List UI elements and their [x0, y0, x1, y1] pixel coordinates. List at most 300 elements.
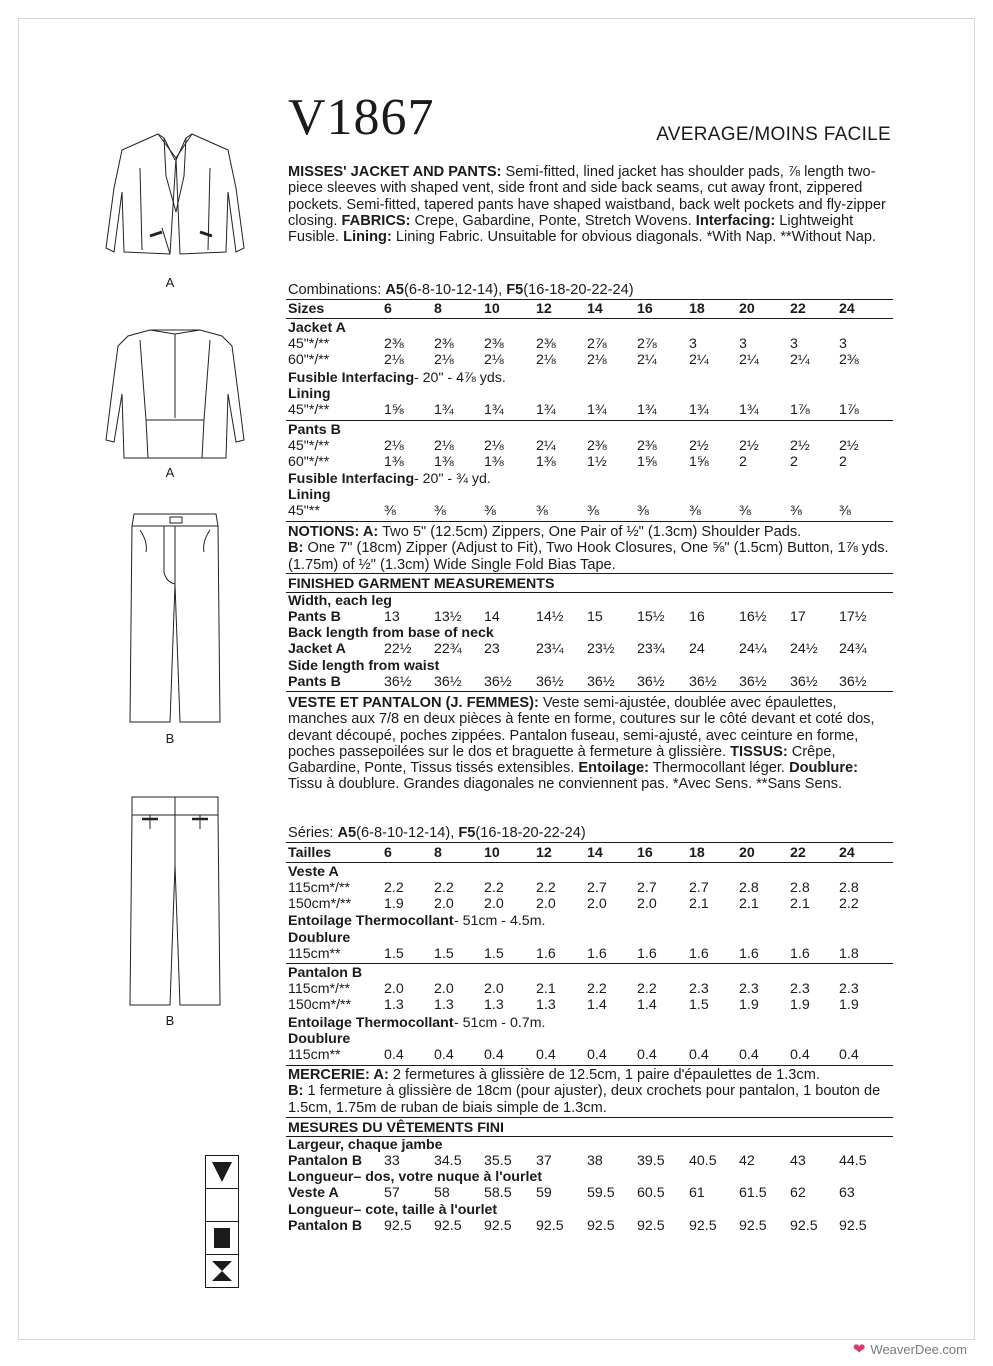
table-cell: 18 [689, 845, 705, 861]
table-cell: 2¼ [739, 352, 759, 368]
pants-60-row [288, 454, 893, 470]
table-cell: 0.4 [384, 1047, 404, 1063]
pants-60-row-label: 60"*/** [288, 454, 330, 470]
table-cell: 36½ [484, 674, 512, 690]
jacket-front-sketch [100, 128, 250, 268]
table-cell: 2.1 [536, 981, 556, 997]
table-cell: 1.9 [384, 896, 404, 912]
table-cell: 1.9 [739, 997, 759, 1013]
mercerie-b: 1 fermeture à glissière de 18cm (pour ajuster), deux crochets pour pantalon, 1 bouton de 1.5cm, 1.75m de ruban de biais simple de 1.3cm. [288, 1083, 881, 1116]
table-cell: 1.6 [739, 946, 759, 962]
table-cell: ⅜ [536, 503, 548, 519]
table-cell: 0.4 [689, 1047, 709, 1063]
table-cell: 2.8 [790, 880, 810, 896]
table-cell: 2.3 [689, 981, 709, 997]
table-cell: 16½ [739, 609, 767, 625]
table-cell: 37 [536, 1153, 552, 1169]
table-cell: 2.2 [536, 880, 556, 896]
table-cell: 3 [790, 336, 798, 352]
table-cell: 1¾ [637, 402, 657, 418]
table-cell: 12 [536, 845, 552, 861]
table-cell: 36½ [434, 674, 462, 690]
veste-heading-label: Veste A [288, 864, 339, 880]
table-cell: 2.2 [384, 880, 404, 896]
back-row-label: Jacket A [288, 641, 346, 657]
table-cell: 0.4 [839, 1047, 859, 1063]
table-cell: 33 [384, 1153, 400, 1169]
divider [286, 318, 893, 319]
table-cell: 1⅜ [536, 454, 556, 470]
table-cell: 8 [434, 301, 442, 317]
longueur-dos-row-label: Veste A [288, 1185, 339, 1201]
watermark [853, 1340, 967, 1358]
table-cell: 1¾ [536, 402, 556, 418]
table-cell: 2⅜ [384, 336, 404, 352]
table-cell: 2¼ [689, 352, 709, 368]
view-label-b-back: B [165, 1013, 175, 1028]
table-cell: 14½ [536, 609, 564, 625]
table-cell: 2.3 [839, 981, 859, 997]
notions-en [288, 524, 893, 573]
jacket-fusible-row [288, 370, 893, 386]
pantalon-doublure-row-label: 115cm** [288, 1047, 341, 1063]
table-cell: 13 [384, 609, 400, 625]
table-cell: 12 [536, 301, 552, 317]
veste-doublure-heading-label: Doublure [288, 930, 351, 946]
longueur-dos-row [288, 1185, 893, 1201]
tissus-text: Crêpe, Gabardine, Ponte, Tissus tissés extensibles. [288, 743, 836, 777]
watermark-text: WeaverDee.com [870, 1341, 967, 1357]
table-cell: 2½ [790, 438, 810, 454]
table-cell: 0.4 [484, 1047, 504, 1063]
table-cell: 6 [384, 301, 392, 317]
table-cell: 2⅜ [637, 438, 657, 454]
table-cell: 1.6 [790, 946, 810, 962]
divider [286, 573, 893, 574]
table-cell: 2⅛ [384, 352, 404, 368]
table-cell: ⅜ [587, 503, 599, 519]
table-cell: 92.5 [739, 1218, 767, 1234]
pants-fusible-row-label: Fusible Interfacing [288, 471, 415, 487]
pantalon-115-row-label: 115cm*/** [288, 981, 351, 997]
veste-doublure-row-label: 115cm** [288, 946, 341, 962]
table-cell: 0.4 [434, 1047, 454, 1063]
veste-heading [288, 864, 893, 880]
table-cell: 44.5 [839, 1153, 867, 1169]
table-cell: 59.5 [587, 1185, 615, 1201]
pantalon-entoilage-row-suffix: - 51cm - 0.7m. [454, 1015, 546, 1031]
triangle-down-icon [205, 1155, 239, 1189]
table-cell: 36½ [839, 674, 867, 690]
largeur-row [288, 1153, 893, 1169]
table-cell: 2.1 [689, 896, 709, 912]
table-cell: 36½ [384, 674, 412, 690]
veste-115-row [288, 880, 893, 896]
table-cell: 2.7 [587, 880, 607, 896]
jacket-lining-45-row-label: 45"*/** [288, 402, 330, 418]
fabrics-text: Crepe, Gabardine, Ponte, Stretch Wovens. [414, 212, 692, 229]
table-cell: 3 [689, 336, 697, 352]
table-cell: 22½ [384, 641, 412, 657]
table-cell: 1.5 [484, 946, 504, 962]
table-cell: 40.5 [689, 1153, 717, 1169]
doublure-text: Tissu à doublure. Grandes diagonales ne conviennent pas. *Avec Sens. **Sans Sens. [288, 776, 843, 793]
table-cell: 36½ [790, 674, 818, 690]
table-cell: 2¼ [790, 352, 810, 368]
width-heading-label: Width, each leg [288, 593, 392, 609]
doublure-label: Doublure: [789, 760, 858, 777]
heart-icon: ❤ [852, 1341, 866, 1358]
table-cell: 2.7 [637, 880, 657, 896]
table-cell: 1.5 [689, 997, 709, 1013]
combinations-fr [288, 825, 586, 841]
entoilage-text: Thermocollant léger. [652, 760, 785, 777]
series-a: A5 [337, 825, 357, 841]
table-cell: 14 [484, 609, 500, 625]
table-cell: 36½ [689, 674, 717, 690]
jacket-fusible-row-suffix: - 20" - 4⅞ yds. [414, 370, 506, 386]
mesures-title [288, 1120, 893, 1136]
table-cell: 92.5 [587, 1218, 615, 1234]
table-cell: 2.2 [839, 896, 859, 912]
table-cell: 3 [739, 336, 747, 352]
table-cell: 2⅜ [536, 336, 556, 352]
divider [286, 1117, 893, 1118]
pants-fusible-row-suffix: - 20" - ¾ yd. [414, 471, 491, 487]
table-cell: 24 [839, 301, 855, 317]
table-cell: 2.0 [587, 896, 607, 912]
table-cell: 1⅝ [637, 454, 657, 470]
table-cell: 57 [384, 1185, 400, 1201]
back-heading [288, 625, 893, 641]
table-cell: 1.4 [587, 997, 607, 1013]
table-cell: 2⅜ [484, 336, 504, 352]
description-en-text: Semi-fitted, lined jacket has shoulder pads, ⅞ length two-piece sleeves with shaped vent, side front and side back seams, cut away front, zippered pockets. Semi-fitted, tapered pants have shaped waistband, back welt pockets and fly-zipper closing. [288, 164, 886, 229]
table-cell: 24¾ [839, 641, 867, 657]
table-cell: 62 [790, 1185, 806, 1201]
table-cell: 2.2 [637, 981, 657, 997]
entoilage-label: Entoilage: [578, 760, 649, 777]
table-cell: 0.4 [637, 1047, 657, 1063]
veste-entoilage-row-label: Entoilage Thermocollant [288, 913, 454, 929]
table-cell: 1¾ [689, 402, 709, 418]
table-cell: 2.3 [790, 981, 810, 997]
side-heading-label: Side length from waist [288, 658, 440, 674]
jacket-heading [288, 320, 893, 336]
table-cell: 36½ [536, 674, 564, 690]
table-cell: 2½ [839, 438, 859, 454]
table-cell: 20 [739, 845, 755, 861]
interfacing-text: Lightweight Fusible. [288, 212, 854, 246]
table-cell: ⅜ [484, 503, 496, 519]
table-cell: 16 [689, 609, 705, 625]
jacket-heading-label: Jacket A [288, 320, 346, 336]
table-cell: 2½ [689, 438, 709, 454]
table-cell: 1.3 [536, 997, 556, 1013]
table-cell: 2.3 [739, 981, 759, 997]
table-cell: 2.7 [689, 880, 709, 896]
pants-lining-heading-label: Lining [288, 487, 331, 503]
table-cell: 36½ [587, 674, 615, 690]
table-cell: 2⅜ [434, 336, 454, 352]
jacket-fusible-row-label: Fusible Interfacing [288, 370, 415, 386]
table-cell: 2⅛ [384, 438, 404, 454]
description-en [288, 164, 893, 245]
table-cell: 2.0 [434, 896, 454, 912]
table-cell: 1.6 [637, 946, 657, 962]
table-cell: 2⅛ [484, 438, 504, 454]
table-cell: 39.5 [637, 1153, 665, 1169]
largeur-heading-label: Largeur, chaque jambe [288, 1137, 443, 1153]
width-row [288, 609, 893, 625]
table-cell: 1⅝ [689, 454, 709, 470]
table-cell: 2⅛ [434, 438, 454, 454]
veste-115-row-label: 115cm*/** [288, 880, 351, 896]
table-cell: 61.5 [739, 1185, 767, 1201]
pantalon-entoilage-row [288, 1015, 893, 1031]
table-cell: 63 [839, 1185, 855, 1201]
table-cell: 2⅜ [587, 438, 607, 454]
table-cell: 2⅛ [587, 352, 607, 368]
table-cell: 42 [739, 1153, 755, 1169]
table-cell: 1.6 [689, 946, 709, 962]
table-cell: 23 [484, 641, 500, 657]
table-cell: 22¾ [434, 641, 462, 657]
table-cell: 2 [790, 454, 798, 470]
side-row [288, 674, 893, 690]
table-cell: 24¼ [739, 641, 767, 657]
table-cell: 23¾ [637, 641, 665, 657]
table-cell: 24 [839, 845, 855, 861]
table-cell: 92.5 [637, 1218, 665, 1234]
table-cell: 1.3 [384, 997, 404, 1013]
series-f-sizes: (16-18-20-22-24) [475, 825, 586, 841]
jacket-lining-45-row [288, 402, 893, 418]
table-cell: 1.8 [839, 946, 859, 962]
jacket-60-row-label: 60"*/** [288, 352, 330, 368]
table-cell: 2 [739, 454, 747, 470]
table-cell: 3 [839, 336, 847, 352]
finished-title-label: FINISHED GARMENT MEASUREMENTS [288, 576, 555, 592]
lining-text: Lining Fabric. Unsuitable for obvious diagonals. *With Nap. **Without Nap. [395, 229, 877, 246]
pantalon-150-row [288, 997, 893, 1013]
jacket-45-row [288, 336, 893, 352]
pantalon-doublure-heading [288, 1031, 893, 1047]
notions-fr [288, 1067, 893, 1116]
divider [286, 862, 893, 863]
back-heading-label: Back length from base of neck [288, 625, 494, 641]
series-prefix: Séries: [288, 825, 334, 841]
table-cell: 18 [689, 301, 705, 317]
tissus-label: TISSUS: [730, 743, 788, 760]
notions-b: One 7" (18cm) Zipper (Adjust to Fit), Two Hook Closures, One ⅝" (1.5cm) Button, 1⅞ yds. (1.75m) of ½" (1.3cm) Wide Single Fold Bias Tape. [288, 540, 889, 573]
table-cell: 10 [484, 845, 500, 861]
mesures-title-label: MESURES DU VÊTEMENTS FINI [288, 1120, 504, 1136]
width-heading [288, 593, 893, 609]
table-cell: 2¼ [637, 352, 657, 368]
table-cell: 22 [790, 301, 806, 317]
table-cell: 1½ [587, 454, 607, 470]
pantalon-doublure-row [288, 1047, 893, 1063]
sizes-row [288, 301, 893, 317]
pants-heading [288, 422, 893, 438]
table-cell: 13½ [434, 609, 462, 625]
table-cell: 2.2 [484, 880, 504, 896]
pants-lining-45-row-label: 45"** [288, 503, 320, 519]
longueur-cote-heading-label: Longueur– cote, taille à l'ourlet [288, 1202, 498, 1218]
table-cell: 1⅝ [384, 402, 404, 418]
table-cell: 1.4 [637, 997, 657, 1013]
table-cell: 1⅞ [839, 402, 859, 418]
table-cell: 1.6 [587, 946, 607, 962]
table-cell: 0.4 [587, 1047, 607, 1063]
side-row-label: Pants B [288, 674, 341, 690]
table-cell: 23¼ [536, 641, 564, 657]
tailles-row [288, 845, 893, 861]
divider [286, 521, 893, 522]
veste-150-row [288, 896, 893, 912]
jacket-60-row [288, 352, 893, 368]
table-cell: 24 [689, 641, 705, 657]
finished-title [288, 576, 893, 592]
table-cell: 58.5 [484, 1185, 512, 1201]
veste-doublure-heading [288, 930, 893, 946]
divider [286, 842, 893, 843]
table-cell: ⅜ [434, 503, 446, 519]
pants-lining-45-row [288, 503, 893, 519]
pants-lining-heading [288, 487, 893, 503]
table-cell: 16 [637, 301, 653, 317]
veste-doublure-row [288, 946, 893, 962]
interfacing-label: Interfacing: [695, 212, 776, 229]
table-cell: 58 [434, 1185, 450, 1201]
pants-45-row-label: 45"*/** [288, 438, 330, 454]
table-cell: 1⅜ [484, 454, 504, 470]
pants-front-sketch [120, 512, 230, 727]
table-cell: 2⅛ [536, 352, 556, 368]
table-cell: 16 [637, 845, 653, 861]
mercerie-b-label: B: [288, 1083, 304, 1100]
notions-a: Two 5" (12.5cm) Zippers, One Pair of ½" (1.3cm) Shoulder Pads. [382, 524, 802, 540]
table-cell: 1¾ [739, 402, 759, 418]
table-cell: 38 [587, 1153, 603, 1169]
view-label-a-front: A [165, 275, 175, 290]
table-cell: 1⅞ [790, 402, 810, 418]
largeur-row-label: Pantalon B [288, 1153, 363, 1169]
combination-a-sizes: (6-8-10-12-14), [404, 282, 503, 298]
series-f: F5 [458, 825, 476, 841]
pants-back-sketch [120, 795, 230, 1010]
table-cell: ⅜ [689, 503, 701, 519]
blank-square-icon [205, 1189, 239, 1222]
table-cell: 10 [484, 301, 500, 317]
table-cell: 92.5 [484, 1218, 512, 1234]
table-cell: 2.2 [434, 880, 454, 896]
table-cell: 2⅛ [434, 352, 454, 368]
table-cell: 2.0 [434, 981, 454, 997]
combination-f: F5 [506, 282, 524, 298]
description-fr [288, 695, 893, 793]
divider [286, 1065, 893, 1066]
table-cell: 2.0 [384, 981, 404, 997]
table-cell: 1⅜ [384, 454, 404, 470]
view-label-b-front: B [165, 731, 175, 746]
divider [286, 963, 893, 964]
longueur-cote-row [288, 1218, 893, 1234]
table-cell: 2⅞ [587, 336, 607, 352]
fabrics-label: FABRICS: [341, 212, 411, 229]
jacket-45-row-label: 45"*/** [288, 336, 330, 352]
table-cell: 1.9 [839, 997, 859, 1013]
table-cell: 92.5 [434, 1218, 462, 1234]
table-cell: 60.5 [637, 1185, 665, 1201]
combination-a: A5 [385, 282, 405, 298]
combinations-en [288, 282, 634, 298]
pantalon-entoilage-row-label: Entoilage Thermocollant [288, 1015, 454, 1031]
table-cell: 23½ [587, 641, 615, 657]
table-cell: 2.0 [536, 896, 556, 912]
table-cell: 0.4 [790, 1047, 810, 1063]
view-label-a-back: A [165, 465, 175, 480]
table-cell: 92.5 [384, 1218, 412, 1234]
table-cell: 2.0 [484, 981, 504, 997]
pattern-number: V1867 [288, 89, 435, 146]
table-cell: 2.2 [587, 981, 607, 997]
table-cell: 2.0 [484, 896, 504, 912]
table-cell: 1.9 [790, 997, 810, 1013]
table-cell: 1.5 [384, 946, 404, 962]
symbol-key [205, 1155, 239, 1288]
pantalon-doublure-heading-label: Doublure [288, 1031, 351, 1047]
table-cell: 22 [790, 845, 806, 861]
table-cell: 36½ [739, 674, 767, 690]
mercerie-a: 2 fermetures à glissière de 12.5cm, 1 paire d'épaulettes de 1.3cm. [392, 1067, 820, 1083]
veste-entoilage-row [288, 913, 893, 929]
longueur-cote-row-label: Pantalon B [288, 1218, 363, 1234]
difficulty-label: AVERAGE/MOINS FACILE [656, 124, 891, 145]
table-cell: 92.5 [536, 1218, 564, 1234]
table-cell: 2.1 [790, 896, 810, 912]
table-cell: 0.4 [536, 1047, 556, 1063]
notions-label: NOTIONS: A: [288, 524, 379, 540]
pants-heading-label: Pants B [288, 422, 341, 438]
description-en-title: MISSES' JACKET AND PANTS: [288, 164, 502, 180]
pants-45-row [288, 438, 893, 454]
description-fr-text: Veste semi-ajustée, doublée avec épaulettes, manches aux 7/8 en deux pièces à fente en forme, coutures sur le côté devant et coté dos, devant découpé, poches zippées. Pantalon fuseau, semi-ajusté, avec ceinture en forme, poches passepoilées sur le dos et braguette à fermeture à glissière. [288, 695, 875, 760]
veste-150-row-label: 150cm*/** [288, 896, 352, 912]
table-cell: 2.8 [739, 880, 759, 896]
table-cell: 2⅞ [637, 336, 657, 352]
table-cell: 2¼ [536, 438, 556, 454]
table-cell: 1.5 [434, 946, 454, 962]
table-cell: 2½ [739, 438, 759, 454]
jacket-lining-heading [288, 386, 893, 402]
filled-rect-icon [205, 1222, 239, 1255]
table-cell: ⅜ [637, 503, 649, 519]
table-cell: 20 [739, 301, 755, 317]
table-cell: ⅜ [839, 503, 851, 519]
table-cell: 43 [790, 1153, 806, 1169]
table-cell: 34.5 [434, 1153, 462, 1169]
table-cell: 15½ [637, 609, 665, 625]
combinations-prefix: Combinations: [288, 282, 382, 298]
jacket-back-sketch [100, 322, 250, 462]
table-cell: 1.3 [484, 997, 504, 1013]
table-cell: 0.4 [739, 1047, 759, 1063]
table-cell: 2.0 [637, 896, 657, 912]
table-cell: 15 [587, 609, 603, 625]
veste-entoilage-row-suffix: - 51cm - 4.5m. [454, 913, 546, 929]
